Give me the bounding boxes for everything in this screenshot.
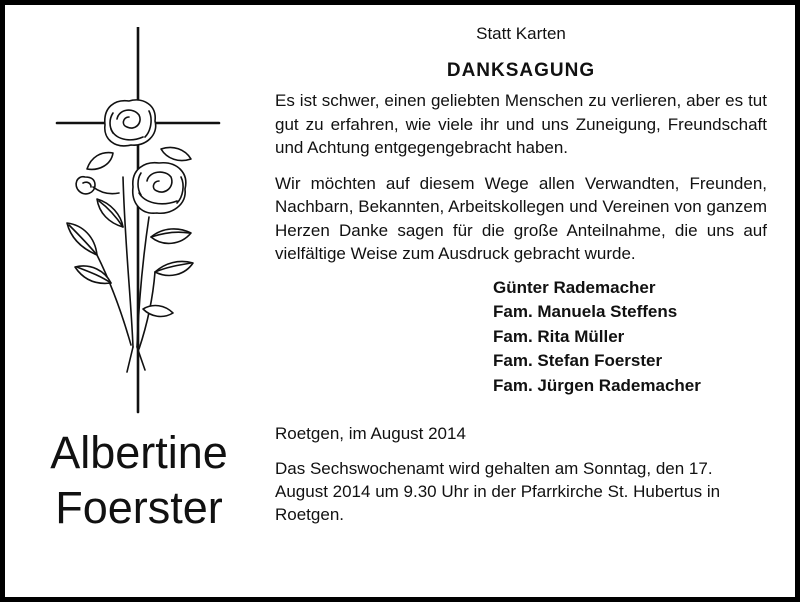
thanks-paragraph-1: Es ist schwer, einen geliebten Menschen zu verlieren, aber es tut gut zu erfahren, wie viele ihr und uns Zuneigung, Freundschaft und Achtung entgegengebracht haben. xyxy=(275,91,767,157)
thanks-paragraph-2: Wir möchten auf diesem Wege allen Verwandten, Freunden, Nachbarn, Bekannten, Arbeitskollegen und Vereinen von ganzem Herzen Danke sagen für die große Anteilnahme, die uns auf vielfältige Weise zum Ausdruck gebracht wurde. xyxy=(275,173,767,263)
notice-heading: DANKSAGUNG xyxy=(446,60,596,81)
cross-with-roses-icon xyxy=(53,27,223,417)
place-date: Roetgen, im August 2014 xyxy=(275,424,466,443)
signer: Fam. Rita Müller xyxy=(493,326,625,346)
service-info: Das Sechswochenamt wird gehalten am Sonntag, den 17. August 2014 um 9.30 Uhr in der Pfarrkirche St. Hubertus in Roetgen. xyxy=(275,459,721,524)
deceased-name xyxy=(25,425,253,535)
notice-text-column xyxy=(275,23,767,526)
deceased-last-name: Foerster xyxy=(55,482,223,533)
signer: Fam. Jürgen Rademacher xyxy=(493,375,701,395)
signers-list xyxy=(493,276,767,399)
signer: Fam. Stefan Foerster xyxy=(493,351,663,370)
death-notice xyxy=(5,5,795,597)
signer: Fam. Manuela Steffens xyxy=(493,302,678,321)
deceased-first-name: Albertine xyxy=(50,427,228,478)
signer: Günter Rademacher xyxy=(493,277,656,297)
top-note: Statt Karten xyxy=(476,24,566,43)
